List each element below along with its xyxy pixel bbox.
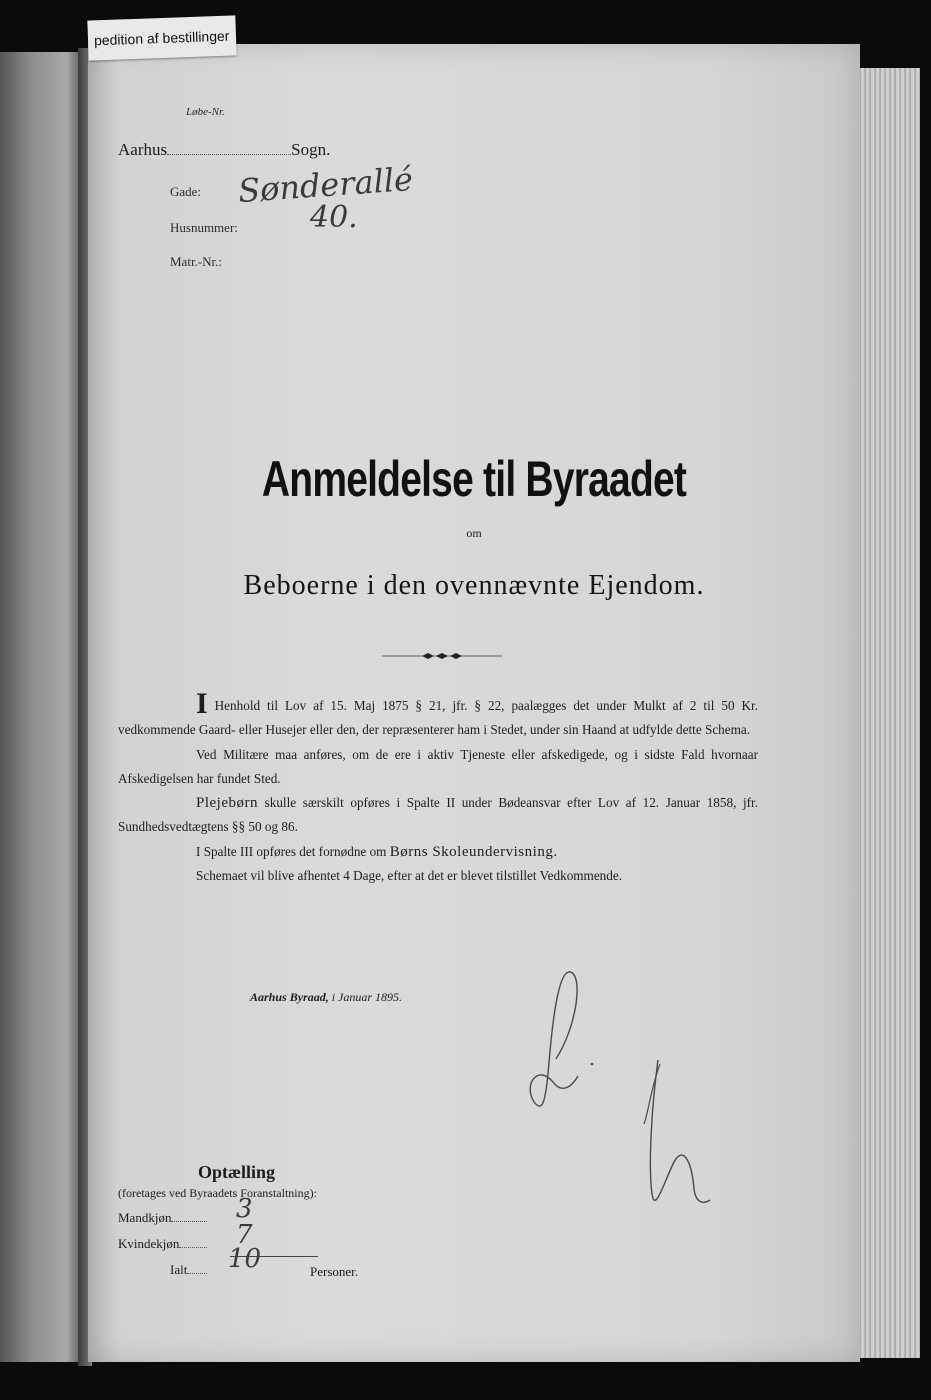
husnummer-label: Husnummer: [170, 220, 238, 235]
sogn-label: Sogn. [291, 140, 331, 159]
drop-cap: I [196, 687, 208, 720]
husnummer-value: 40. [310, 200, 358, 235]
plejeborn-emphasis: Plejebørn [196, 795, 258, 812]
paragraph-3-text: skulle særskilt opføres i Spalte II under Bødeansvar efter Lov af 12. Januar 1858, jfr. Sundhedsvedtægtens §§ 50 og 86. [118, 795, 759, 835]
count-title: Optælling [198, 1162, 276, 1182]
male-label: Mandkjøn [118, 1210, 172, 1225]
instruction-paragraph-2 [118, 743, 758, 792]
issuer-name: Aarhus Byraad, [250, 990, 329, 1004]
ornament-divider [382, 652, 502, 660]
archive-tab-label: pedition af bestillinger [87, 15, 236, 60]
instruction-paragraph-3 [118, 791, 758, 840]
paragraph-1-text: Henhold til Lov af 15. Maj 1875 § 21, jfr. § 22, paalægges det under Mulkt af 2 til 50 Kr. vedkommende Gaard- eller Husejer eller den, der repræsenterer ham i Stedet, under sin Haand at udfylde dette Schema. [118, 698, 758, 738]
total-count-value: 10 [228, 1244, 262, 1274]
instruction-paragraph-5 [118, 864, 758, 888]
matr-nr-label: Matr.-Nr.: [170, 254, 222, 269]
gade-label: Gade: [170, 184, 202, 199]
document-page [88, 44, 860, 1362]
skoleundervisning-emphasis: Børns Skoleundervisning. [389, 843, 558, 860]
female-dots [179, 1247, 207, 1248]
issuer-date-line [250, 990, 402, 1005]
total-label: Ialt [170, 1262, 188, 1277]
paragraph-5-text: Schemaet vil blive afhentet 4 Dage, efter at det er blevet tilstillet Vedkommende. [196, 868, 623, 884]
instruction-paragraph-4 [118, 840, 758, 864]
male-dots [171, 1221, 207, 1222]
paragraph-2-text: Ved Militære maa anføres, om de ere i aktiv Tjeneste eller afskedigede, og i sidste Fald hvornaar Afskedigelsen har fundet Sted. [118, 746, 758, 786]
issue-date: i Januar 1895. [331, 990, 403, 1004]
document-title: Anmeldelse til Byraadet [261, 451, 687, 507]
total-count-row [170, 1262, 207, 1278]
paragraph-4-text: I Spalte III opføres det fornødne om [196, 843, 387, 859]
instruction-paragraph-1 [118, 687, 758, 743]
sogn-blank [167, 154, 291, 155]
handwritten-signature [508, 964, 738, 1264]
document-subtitle: Beboerne i den ovennævnte Ejendom. [243, 570, 705, 601]
male-count-value: 3 [236, 1194, 253, 1224]
left-page-edge [0, 52, 78, 1362]
persons-label: Personer. [310, 1264, 359, 1279]
total-dots [187, 1273, 207, 1274]
male-count-row [118, 1210, 207, 1226]
title-connector: om [466, 526, 482, 540]
address-city-line [118, 140, 330, 160]
count-subtitle: (foretages ved Byraadets Foranstaltning): [118, 1186, 317, 1200]
instructions-body [118, 687, 759, 888]
female-count-row [118, 1236, 207, 1252]
lobe-nr-label: Løbe-Nr. [186, 106, 225, 118]
city-label: Aarhus [118, 140, 168, 159]
female-label: Kvindekjøn [118, 1236, 180, 1251]
gade-value: Sønderallé [236, 159, 415, 211]
female-count-value: 7 [236, 1220, 253, 1250]
page-stack-edges [852, 68, 920, 1358]
